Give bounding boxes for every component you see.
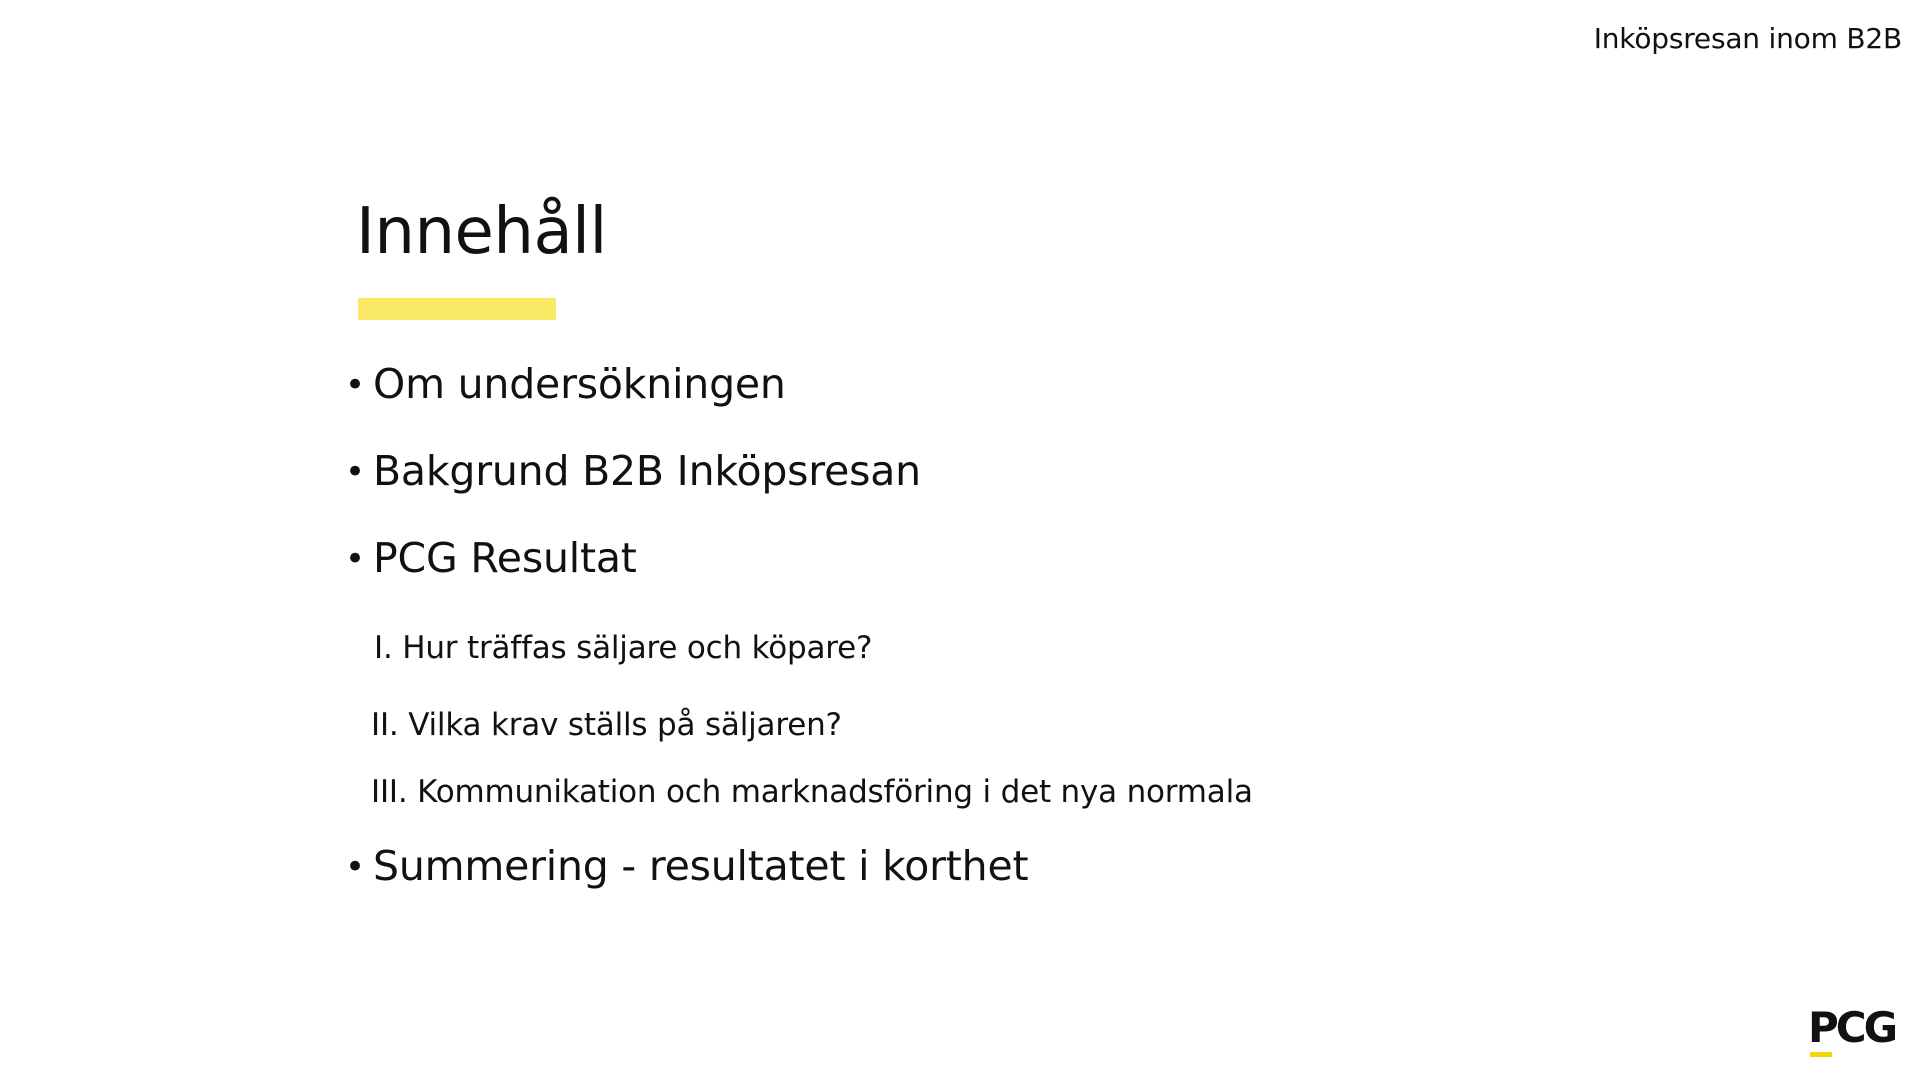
bullet-item-4: [345, 841, 1028, 892]
bullet-text: Bakgrund B2B Inköpsresan: [373, 447, 921, 495]
bullet-dot: •: [345, 365, 365, 405]
bullet-text: Om undersökningen: [373, 360, 786, 408]
bullet-item-2: [345, 446, 921, 497]
bullet-text: PCG Resultat: [373, 534, 637, 582]
sub-item-3: III. Kommunikation och marknadsföring i det nya normala: [371, 774, 1253, 810]
bullet-dot: •: [345, 452, 365, 492]
bullet-dot: •: [345, 539, 365, 579]
bullet-item-1: [345, 359, 786, 410]
bullet-item-3: [345, 533, 637, 584]
slide-title: Innehåll: [356, 195, 607, 269]
header-label: Inköpsresan inom B2B: [1593, 22, 1902, 55]
sub-item-1: I. Hur träffas säljare och köpare?: [374, 630, 873, 666]
logo-text: PCG: [1808, 1003, 1896, 1052]
logo-accent-underline: [1810, 1052, 1832, 1057]
pcg-logo: [1808, 1003, 1898, 1058]
sub-item-2: II. Vilka krav ställs på säljaren?: [371, 707, 842, 743]
bullet-dot: •: [345, 847, 365, 887]
title-accent-bar: [358, 298, 556, 320]
bullet-text: Summering - resultatet i korthet: [373, 842, 1029, 890]
